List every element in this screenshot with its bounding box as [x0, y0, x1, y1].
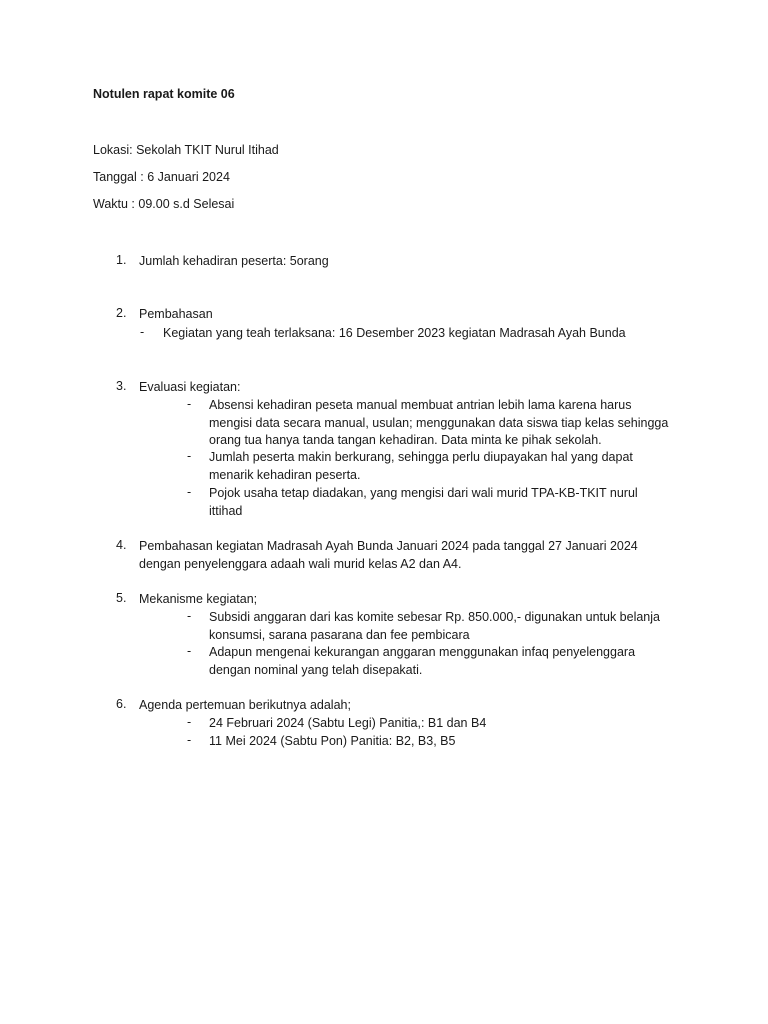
list-item-text: Jumlah kehadiran peserta: 5orang: [139, 254, 329, 268]
list-item-number: 6.: [116, 697, 127, 711]
time-line: Waktu : 09.00 s.d Selesai: [93, 197, 235, 211]
sub-item-text: Subsidi anggaran dari kas komite sebesar Rp. 850.000,- digunakan untuk belanja konsumsi, sarana pasarana dan fee pembicara: [209, 610, 660, 642]
list-item-number: 4.: [116, 538, 127, 552]
bullet-dash: -: [187, 644, 192, 658]
sub-item-text: 11 Mei 2024 (Sabtu Pon) Panitia: B2, B3, B5: [209, 734, 456, 748]
sub-item-text: Kegiatan yang teah terlaksana: 16 Desember 2023 kegiatan Madrasah Ayah Bunda: [163, 326, 626, 340]
bullet-dash: -: [187, 609, 192, 623]
list-item-number: 1.: [116, 253, 127, 267]
list-item-number: 3.: [116, 379, 127, 393]
bullet-dash: -: [140, 325, 145, 339]
sub-item-text: Pojok usaha tetap diadakan, yang mengisi dari wali murid TPA-KB-TKIT nurul ittihad: [209, 486, 638, 518]
bullet-dash: -: [187, 485, 192, 499]
date-line: Tanggal : 6 Januari 2024: [93, 170, 230, 184]
sub-item-text: Adapun mengenai kekurangan anggaran menggunakan infaq penyelenggara dengan nominal yang telah disepakati.: [209, 645, 636, 677]
list-item-text: Pembahasan kegiatan Madrasah Ayah Bunda Januari 2024 pada tanggal 27 Januari 2024 dengan penyelenggara adaah wali murid kelas A2 dan A4.: [139, 539, 638, 571]
bullet-dash: -: [187, 733, 192, 747]
sub-item-text: Absensi kehadiran peseta manual membuat antrian lebih lama karena harus mengisi data secara manual, usulan; menggunakan data siswa tiap kelas sehingga orang tua hanya tanda tangan kehadiran. Data minta ke pihak sekolah.: [209, 398, 669, 447]
sub-item-text: 24 Februari 2024 (Sabtu Legi) Panitia,: B1 dan B4: [209, 716, 487, 730]
sub-item-text: Jumlah peserta makin berkurang, sehingga perlu diupayakan hal yang dapat menarik kehadiran peserta.: [209, 450, 633, 482]
bullet-dash: -: [187, 449, 192, 463]
list-item-text: Mekanisme kegiatan;: [139, 592, 258, 606]
list-item-text: Evaluasi kegiatan:: [139, 380, 241, 394]
list-item-text: Agenda pertemuan berikutnya adalah;: [139, 698, 351, 712]
list-item-text: Pembahasan: [139, 307, 213, 321]
bullet-dash: -: [187, 715, 192, 729]
list-item-number: 5.: [116, 591, 127, 605]
bullet-dash: -: [187, 397, 192, 411]
page-title: Notulen rapat komite 06: [93, 87, 235, 101]
location-line: Lokasi: Sekolah TKIT Nurul Itihad: [93, 143, 279, 157]
list-item-number: 2.: [116, 306, 127, 320]
